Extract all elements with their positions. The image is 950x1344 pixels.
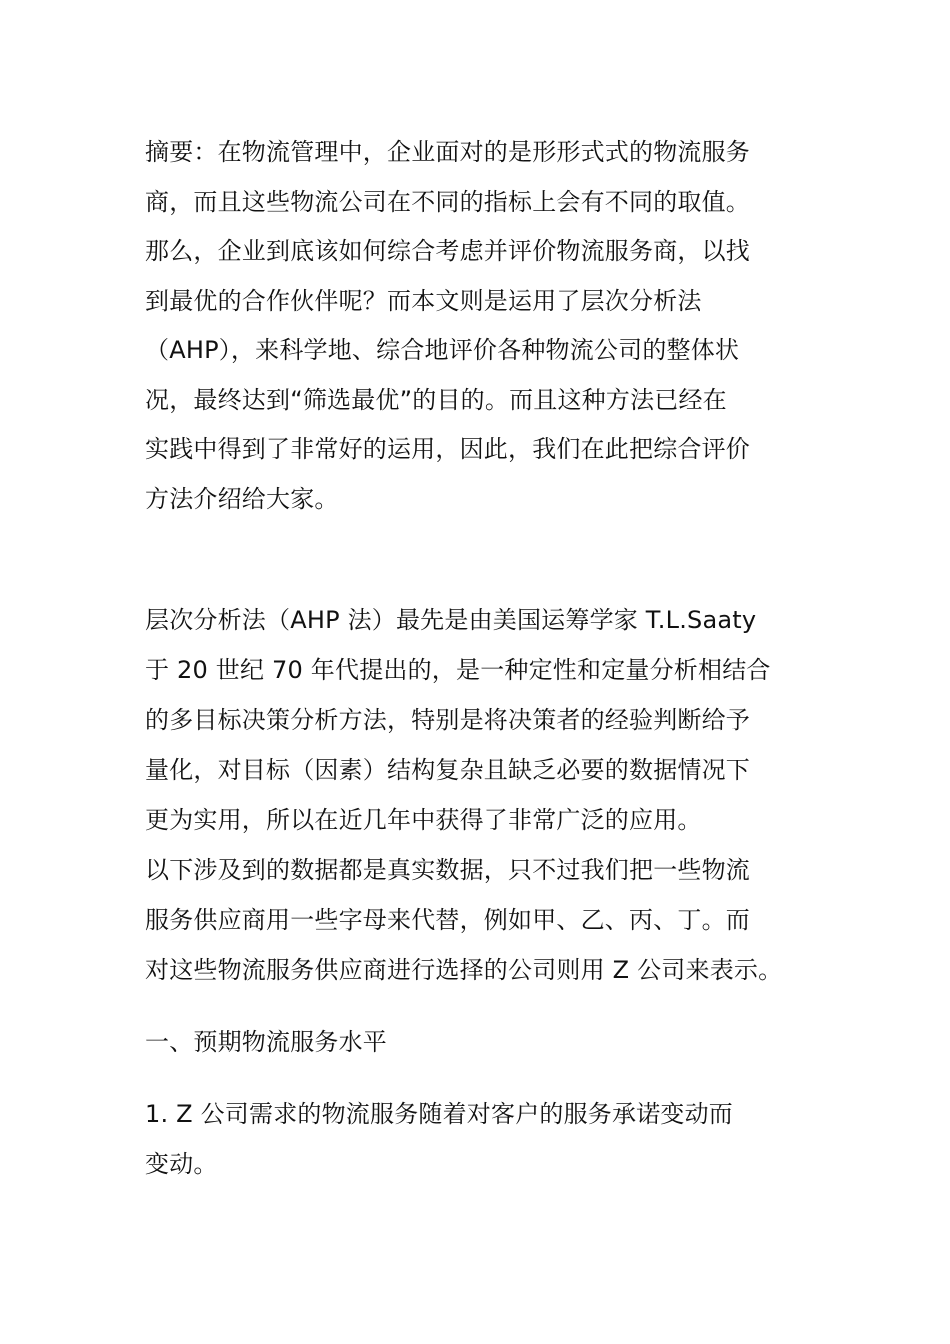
text-line: 量化，对目标（因素）结构复杂且缺乏必要的数据情况下 (145, 756, 750, 784)
text-line: 到最优的合作伙伴呢？而本文则是运用了层次分析法 (145, 287, 702, 315)
text-line: 的多目标决策分析方法，特别是将决策者的经验判断给予 (145, 706, 750, 734)
text-line: 于 20 世纪 70 年代提出的，是一种定性和定量分析相结合 (145, 656, 771, 684)
text-line: 以下涉及到的数据都是真实数据，只不过我们把一些物流 (145, 856, 750, 884)
text-line: 更为实用，所以在近几年中获得了非常广泛的应用。 (145, 806, 702, 834)
text-line: 变动。 (145, 1150, 218, 1178)
text-line: 况，最终达到“筛选最优”的目的。而且这种方法已经在 (145, 386, 727, 414)
text-line: 商，而且这些物流公司在不同的指标上会有不同的取值。 (145, 188, 750, 216)
text-line: 摘要：在物流管理中，企业面对的是形形式式的物流服务 (145, 138, 750, 166)
text-line: 对这些物流服务供应商进行选择的公司则用 Z 公司来表示。 (145, 956, 783, 984)
section-heading: 一、预期物流服务水平 (145, 1028, 387, 1056)
text-line: （AHP），来科学地、综合地评价各种物流公司的整体状 (145, 336, 740, 364)
text-line: 实践中得到了非常好的运用，因此，我们在此把综合评价 (145, 435, 750, 463)
text-line: 那么，企业到底该如何综合考虑并评价物流服务商，以找 (145, 237, 750, 265)
text-line: 方法介绍给大家。 (145, 485, 339, 513)
text-line: 服务供应商用一些字母来代替，例如甲、乙、丙、丁。而 (145, 906, 750, 934)
text-line: 层次分析法（AHP 法）最先是由美国运筹学家 T.L.Saaty (145, 606, 757, 634)
text-line: 1. Z 公司需求的物流服务随着对客户的服务承诺变动而 (145, 1100, 733, 1128)
